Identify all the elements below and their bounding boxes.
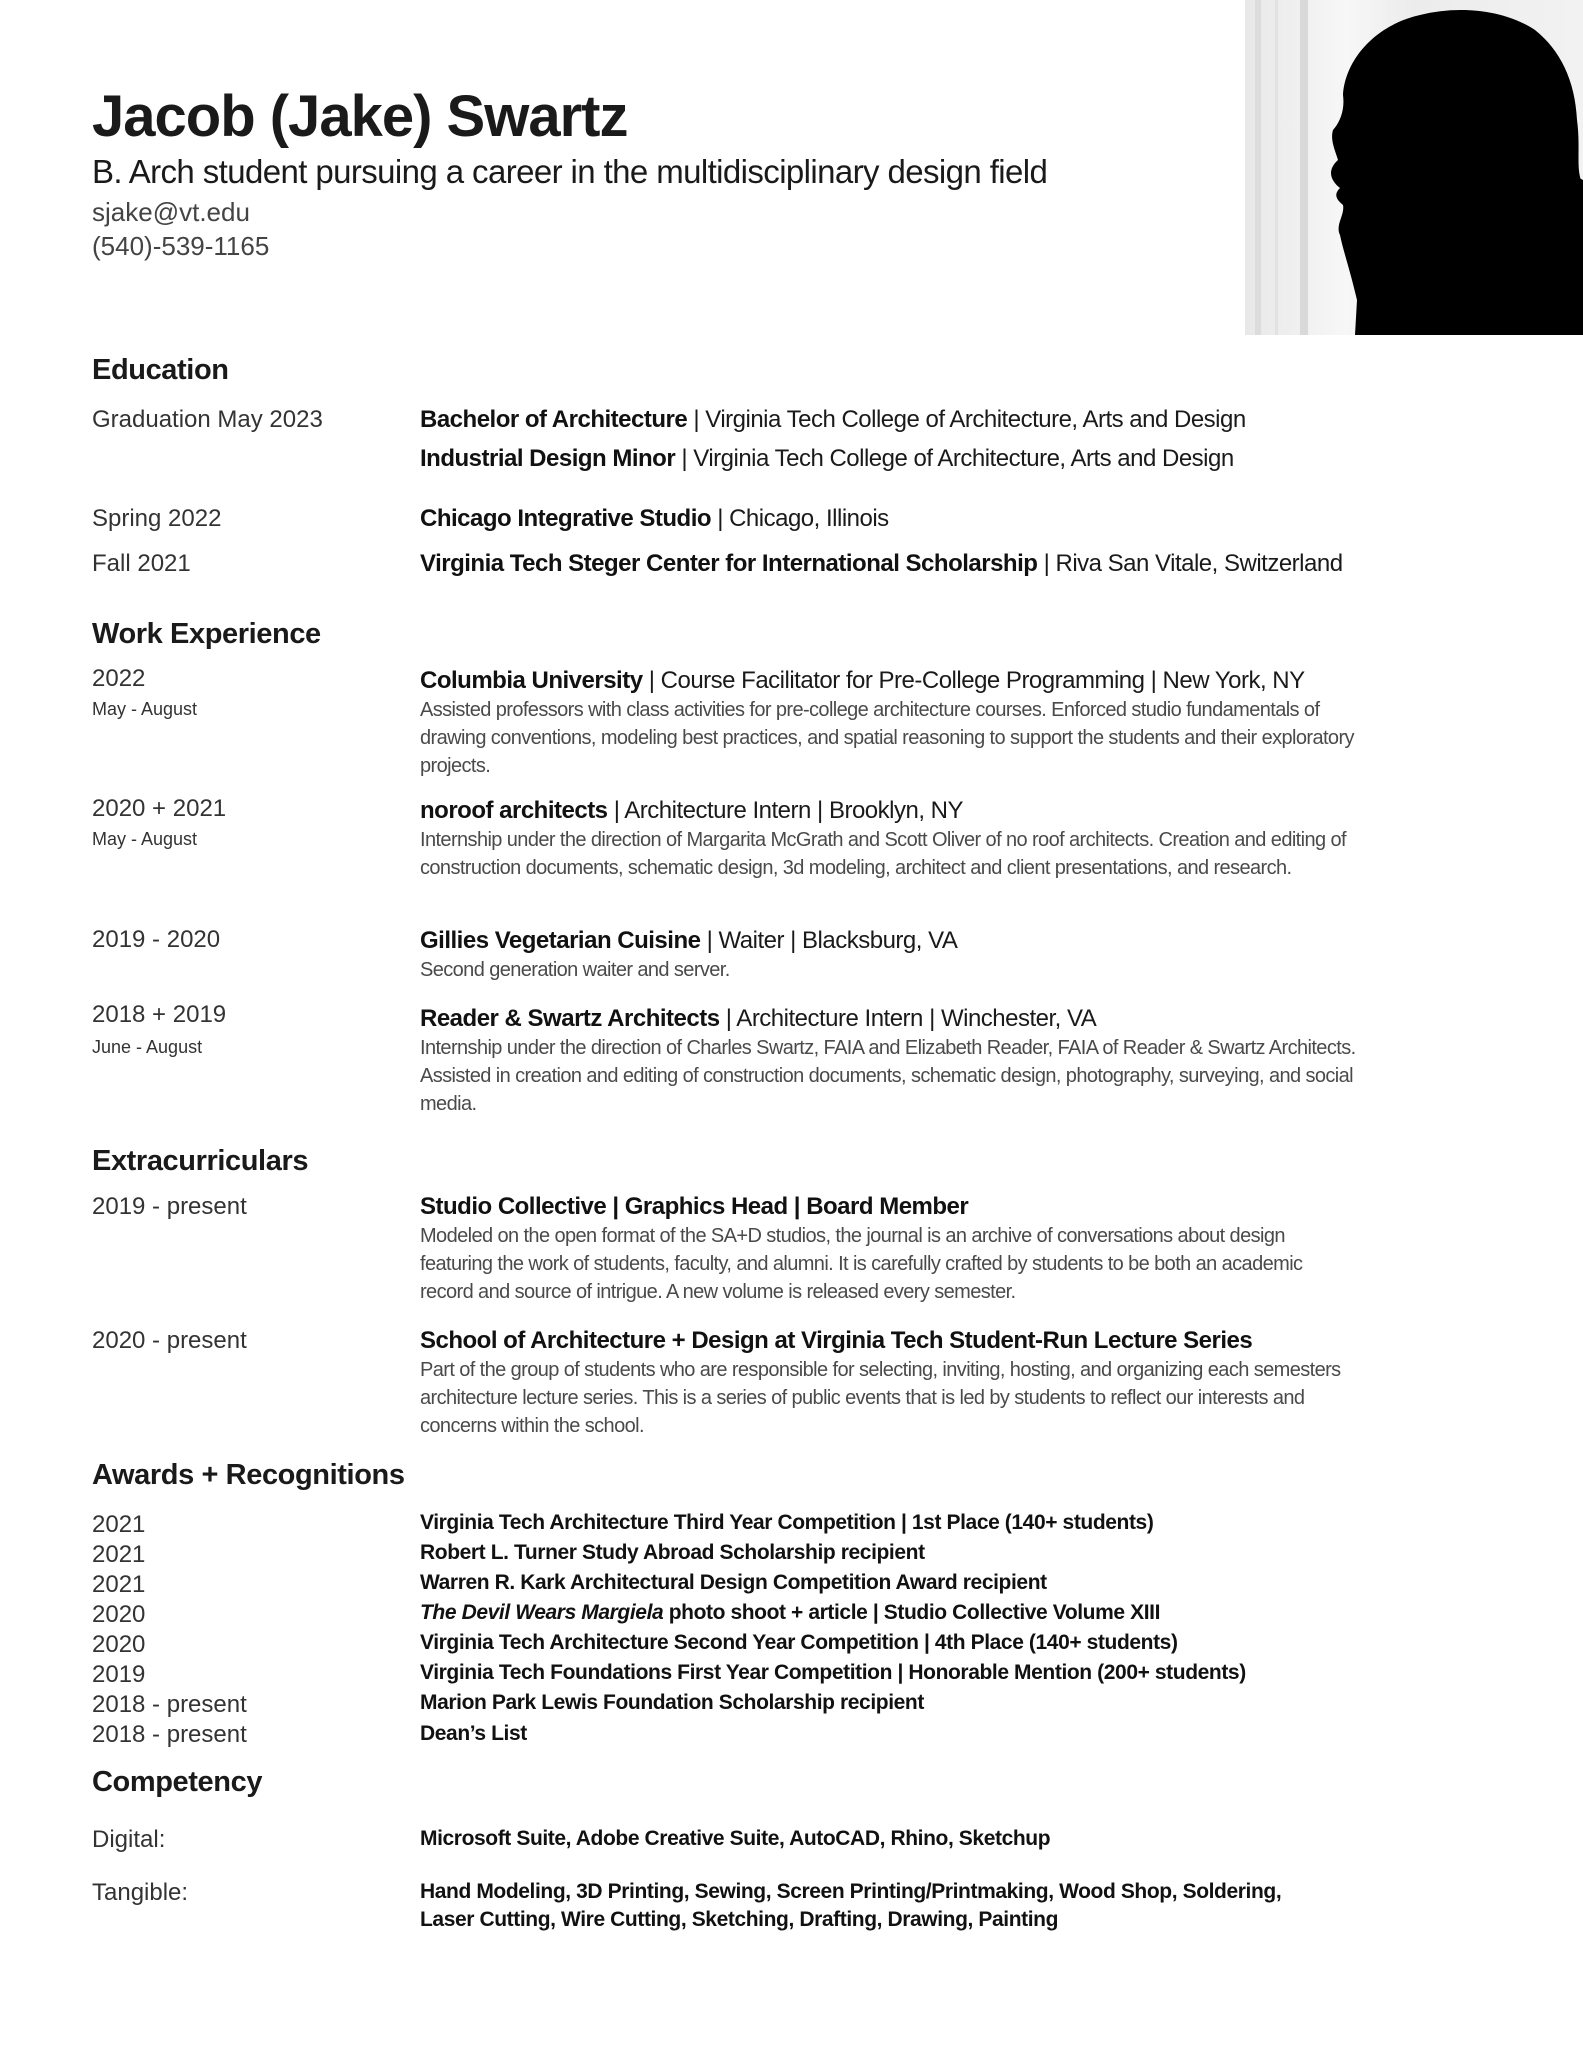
work-period: May - August (92, 699, 198, 719)
section-heading-awards: Awards + Recognitions (92, 1459, 405, 1491)
work-date: 2018 + 2019 (92, 1001, 227, 1028)
award-date: 2021 (92, 1571, 146, 1598)
work-description: Internship under the direction of Charles Swartz, FAIA and Elizabeth Reader, FAIA of Reader & Swartz Architects. Assisted in creation and editing of construction documents, schematic design, photography, surveying, and social media. (420, 1037, 1356, 1115)
entry-details: | Virginia Tech College of Architecture, Arts and Design (687, 406, 1246, 433)
extracurricular-date: 2019 - present (92, 1193, 247, 1220)
award-date: 2020 (92, 1601, 146, 1628)
work-description: Assisted professors with class activities for pre-college architecture courses. Enforced studio fundamentals of drawing conventions, modeling best practices, and spatial reasoning to support the students and their exploratory projects. (420, 699, 1354, 777)
education-entry (420, 504, 1360, 534)
work-date: 2019 - 2020 (92, 926, 221, 953)
work-entry (420, 1004, 1360, 1034)
award-item: Dean’s List (420, 1722, 527, 1745)
entry-title: Virginia Tech Steger Center for International Scholarship (420, 550, 1038, 577)
competency-tangible-line: Laser Cutting, Wire Cutting, Sketching, Drafting, Drawing, Painting (420, 1908, 1059, 1931)
award-date: 2021 (92, 1511, 146, 1538)
award-item: Warren R. Kark Architectural Design Competition Award recipient (420, 1571, 1047, 1594)
extracurricular-entry (420, 1326, 1360, 1356)
section-heading-competency: Competency (92, 1766, 263, 1798)
work-entry (420, 796, 1360, 826)
entry-details: | Architecture Intern | Winchester, VA (719, 1005, 1097, 1032)
award-date: 2018 - present (92, 1721, 247, 1748)
work-date: 2022 (92, 665, 146, 692)
award-detail: photo shoot + article | Studio Collective Volume XIII (663, 1601, 1161, 1624)
education-date: Graduation May 2023 (92, 406, 323, 433)
entry-details: | Course Facilitator for Pre-College Programming | New York, NY (642, 667, 1305, 694)
competency-label-digital: Digital: (92, 1826, 166, 1853)
award-item: Virginia Tech Architecture Second Year Competition | 4th Place (140+ students) (420, 1631, 1178, 1654)
award-item (420, 1598, 1160, 1628)
email-link[interactable]: sjake@vt.edu (92, 197, 250, 227)
entry-title: Columbia University (420, 667, 643, 694)
resume-tagline: B. Arch student pursuing a career in the multidisciplinary design field (92, 153, 1048, 190)
entry-title: Industrial Design Minor (420, 445, 676, 472)
entry-details: | Virginia Tech College of Architecture, Arts and Design (675, 445, 1234, 472)
competency-tangible-line: Hand Modeling, 3D Printing, Sewing, Screen Printing/Printmaking, Wood Shop, Soldering, (420, 1880, 1282, 1903)
competency-digital: Microsoft Suite, Adobe Creative Suite, AutoCAD, Rhino, Sketchup (420, 1827, 1051, 1850)
extracurricular-description: Modeled on the open format of the SA+D studios, the journal is an archive of conversations about design featuring the work of students, faculty, and alumni. It is carefully crafted by students to be both an academic record and source of intrigue. A new volume is released every semester. (420, 1225, 1303, 1303)
award-date: 2021 (92, 1541, 146, 1568)
award-item: Marion Park Lewis Foundation Scholarship recipient (420, 1691, 924, 1714)
competency-label-tangible: Tangible: (92, 1879, 189, 1906)
award-date: 2020 (92, 1631, 146, 1658)
award-date: 2019 (92, 1661, 146, 1688)
entry-title: Studio Collective | Graphics Head | Board Member (420, 1193, 969, 1220)
section-heading-education: Education (92, 354, 229, 386)
award-title-italic: The Devil Wears Margiela (420, 1601, 664, 1624)
work-description: Second generation waiter and server. (420, 959, 730, 981)
entry-title: Gillies Vegetarian Cuisine (420, 927, 701, 954)
entry-details: | Architecture Intern | Brooklyn, NY (607, 797, 963, 824)
work-date: 2020 + 2021 (92, 795, 227, 822)
education-entry (420, 549, 1360, 579)
entry-title: Chicago Integrative Studio (420, 505, 712, 532)
entry-title: Bachelor of Architecture (420, 406, 688, 433)
profile-photo (1245, 0, 1583, 335)
extracurricular-description: Part of the group of students who are responsible for selecting, inviting, hosting, and organizing each semesters architecture lecture series. This is a series of public events that is led by students to reflect our interests and concerns within the school. (420, 1359, 1341, 1437)
entry-title: School of Architecture + Design at Virginia Tech Student-Run Lecture Series (420, 1327, 1253, 1354)
work-entry (420, 926, 1360, 956)
education-entry (420, 444, 1360, 474)
education-date: Fall 2021 (92, 550, 191, 577)
section-heading-extracurriculars: Extracurriculars (92, 1145, 309, 1177)
education-date: Spring 2022 (92, 505, 222, 532)
contact-info (92, 195, 269, 263)
extracurricular-entry (420, 1192, 1360, 1222)
entry-details: | Riva San Vitale, Switzerland (1037, 550, 1343, 577)
extracurricular-date: 2020 - present (92, 1327, 247, 1354)
work-description: Internship under the direction of Margarita McGrath and Scott Oliver of no roof architects. Creation and editing of construction documents, schematic design, 3d modeling, architect and client presentations, and research. (420, 829, 1346, 879)
work-period: June - August (92, 1037, 203, 1057)
entry-details: | Chicago, Illinois (711, 505, 889, 532)
education-entry (420, 405, 1360, 435)
phone-number: (540)-539-1165 (92, 231, 270, 261)
work-period: May - August (92, 829, 198, 849)
section-heading-work-experience: Work Experience (92, 618, 321, 650)
award-item: Robert L. Turner Study Abroad Scholarship recipient (420, 1541, 925, 1564)
entry-title: noroof architects (420, 797, 608, 824)
resume-name: Jacob (Jake) Swartz (92, 84, 628, 149)
entry-title: Reader & Swartz Architects (420, 1005, 720, 1032)
work-entry (420, 666, 1360, 696)
award-item: Virginia Tech Foundations First Year Competition | Honorable Mention (200+ students) (420, 1661, 1246, 1684)
award-item: Virginia Tech Architecture Third Year Competition | 1st Place (140+ students) (420, 1511, 1154, 1534)
entry-details: | Waiter | Blacksburg, VA (700, 927, 958, 954)
silhouette-portrait-icon (1245, 0, 1583, 335)
award-date: 2018 - present (92, 1691, 247, 1718)
